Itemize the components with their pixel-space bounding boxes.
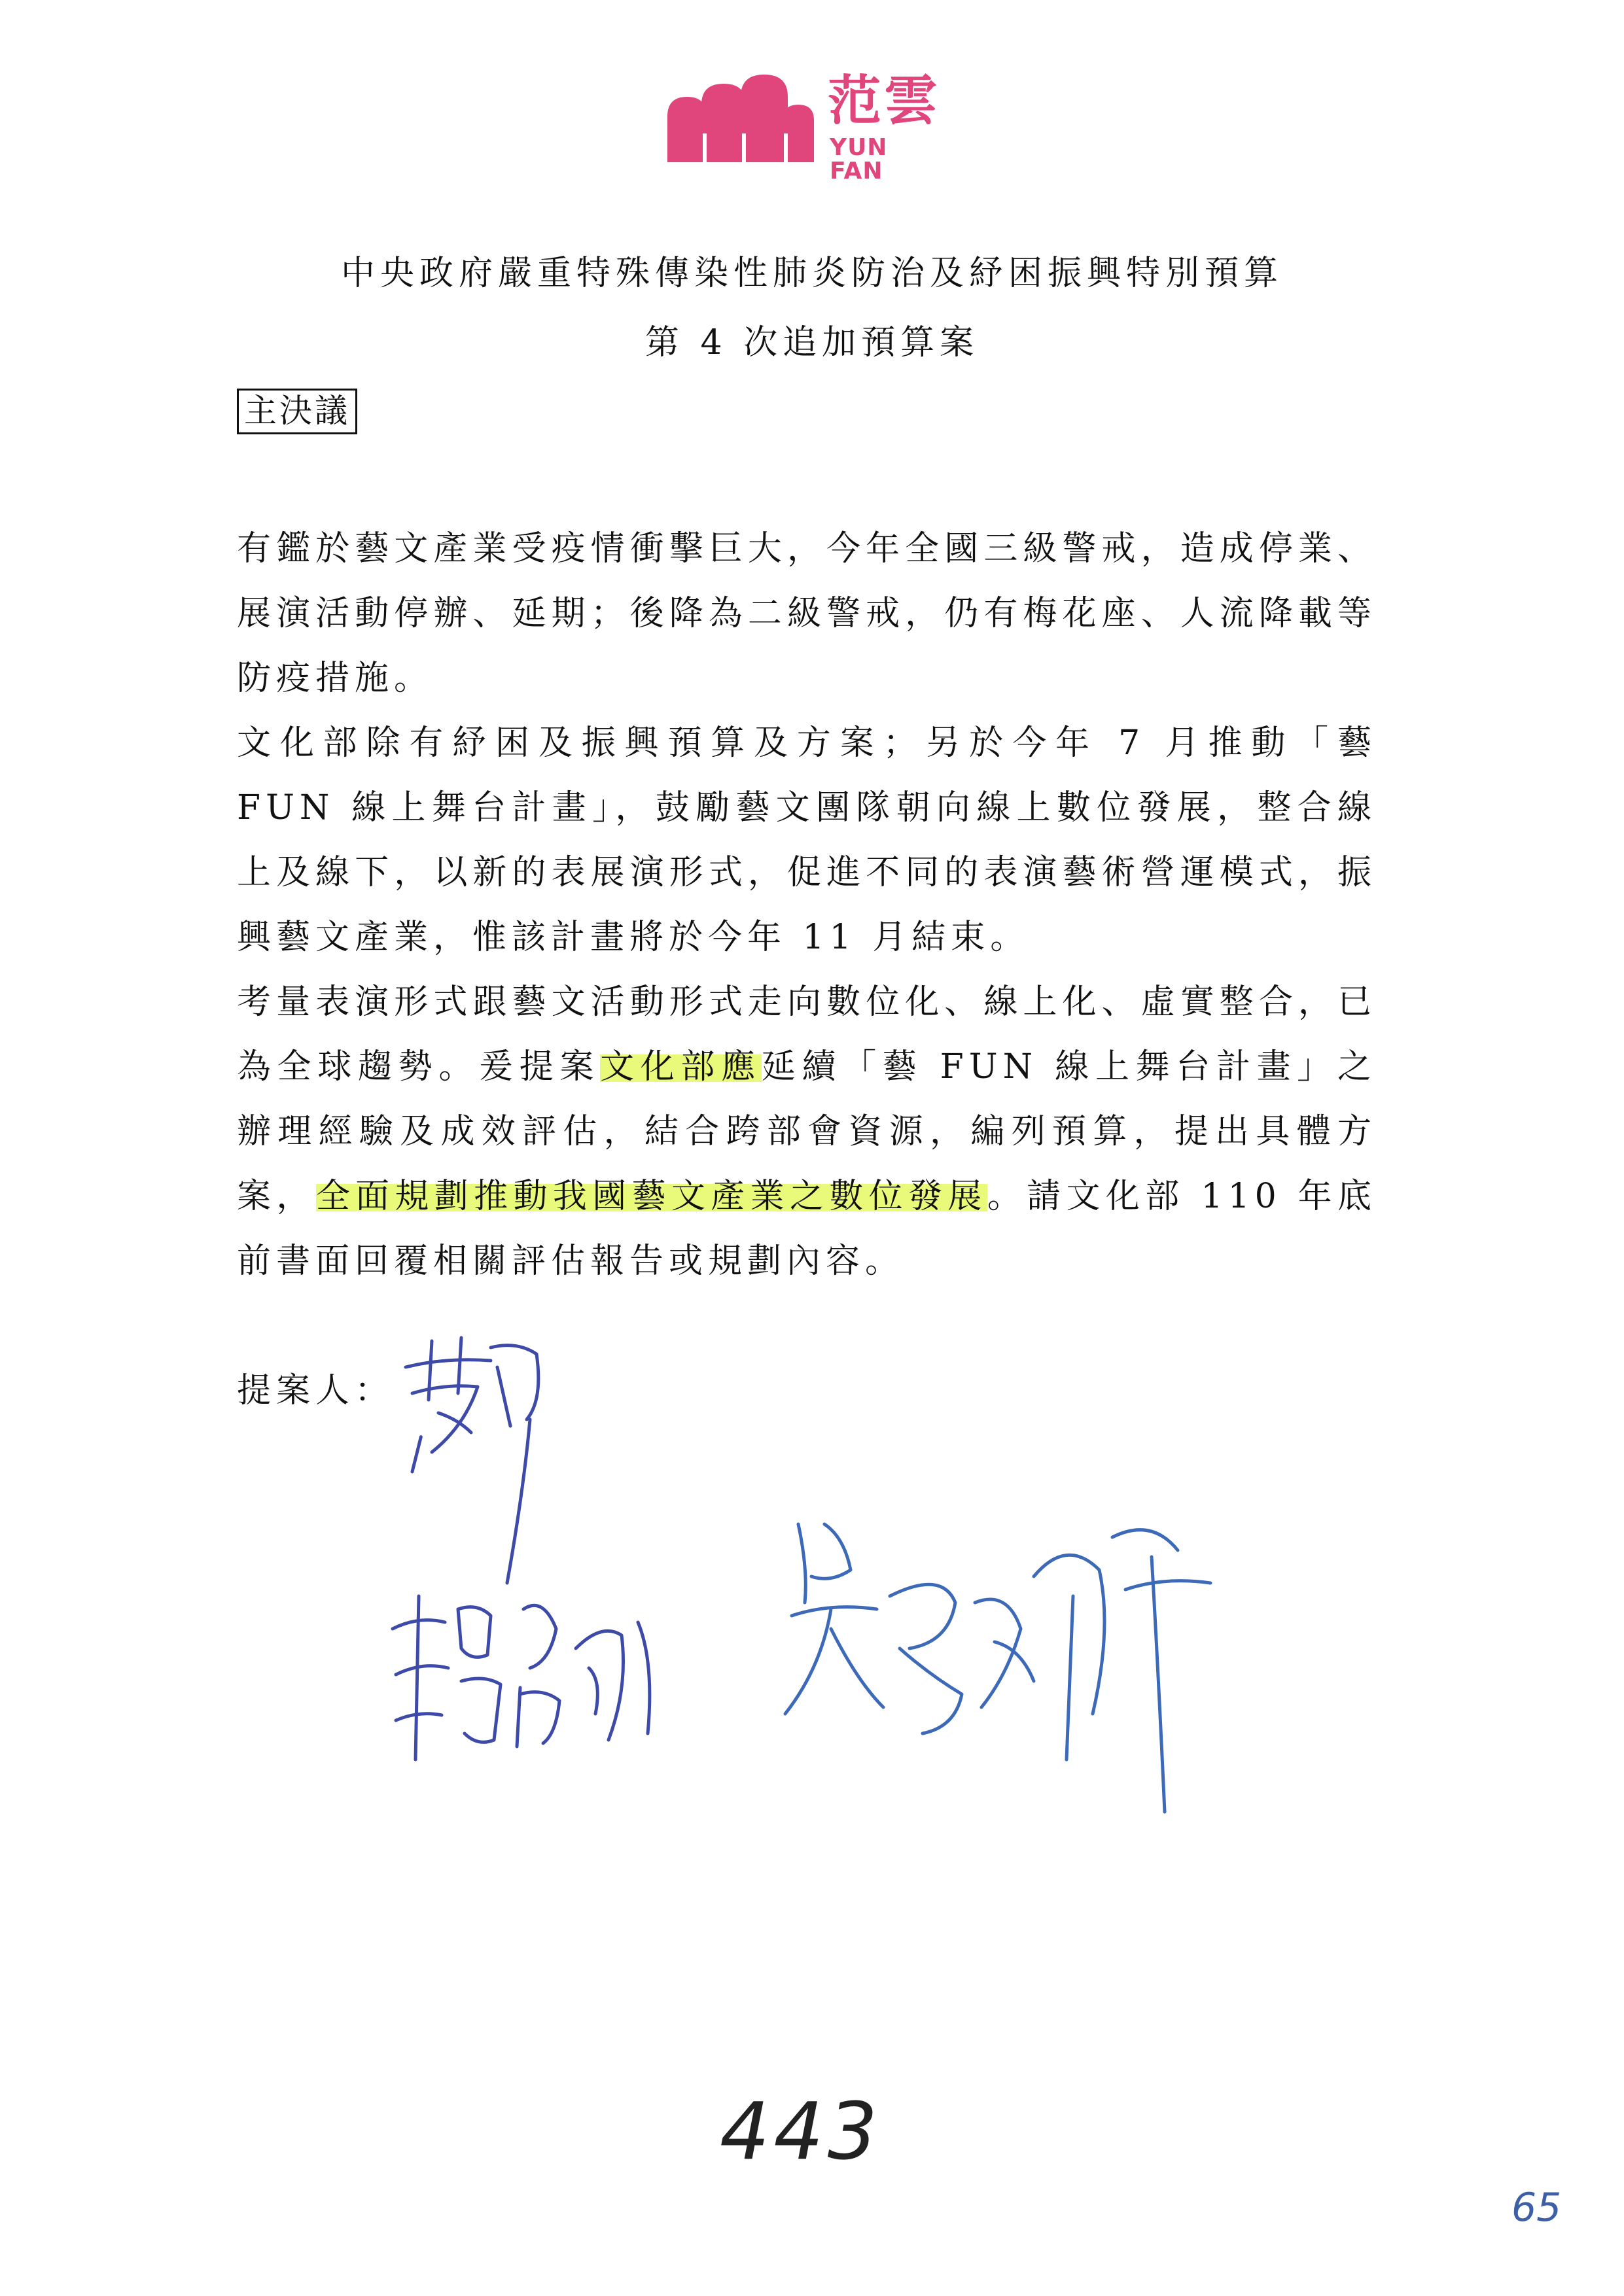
highlighted-text-digital-development: 全面規劃推動我國藝文產業之數位發展 (315, 1177, 987, 1216)
section-label-box: 主決議 (237, 389, 357, 434)
paragraph-3-part-3: 。請文化部 110 年底前書面回覆相關評估報告或規劃內容。 (237, 1177, 1377, 1281)
document-title: 中央政府嚴重特殊傳染性肺炎防治及紓困振興特別預算 (340, 254, 1283, 293)
logo-mark-icon (661, 71, 818, 162)
logo-name-english: YUN FAN (830, 134, 888, 184)
highlighted-text-ministry: 文化部應 (600, 1047, 762, 1087)
paragraph-1: 有鑑於藝文產業受疫情衝擊巨大，今年全國三級警戒，造成停業、展演活動停辦、延期；後降為二級警戒，仍有梅花座、人流降載等防疫措施。 (237, 529, 1377, 698)
paragraph-2: 文化部除有紓困及振興預算及方案；另於今年 7 月推動「藝 FUN 線上舞台計畫」，鼓勵藝文團隊朝向線上數位發展，整合線上及線下，以新的表展演形式，促進不同的表演藝術營運模式，振興藝文產業，惟該計畫將於今年 11 月結束。 (237, 723, 1377, 957)
resolution-body (237, 517, 1377, 1294)
handwritten-signature-2 (380, 1570, 680, 1766)
handwritten-corner-number: 65 (1511, 2185, 1562, 2231)
document-subtitle: 第 4 次追加預算案 (644, 323, 980, 362)
paragraph-3-part-1: 考量表演形式跟藝文活動形式走向數位化、線上化、虛實整合，已為全球趨勢。爰提案 (237, 983, 1377, 1087)
handwritten-signature-1 (393, 1321, 589, 1596)
logo (661, 70, 949, 184)
paragraph-3 (237, 970, 1377, 1294)
proposer-label: 提案人： (237, 1371, 395, 1410)
handwritten-signature-3 (759, 1498, 1256, 1825)
logo-name-chinese: 范雲 (828, 70, 941, 132)
paragraph-3-part-2: 延續「藝 FUN 線上舞台計畫」之辦理經驗及成效評估，結合跨部會資源，編列預算，提出具體方案， (237, 1047, 1377, 1216)
handwritten-page-number: 443 (720, 2087, 882, 2178)
